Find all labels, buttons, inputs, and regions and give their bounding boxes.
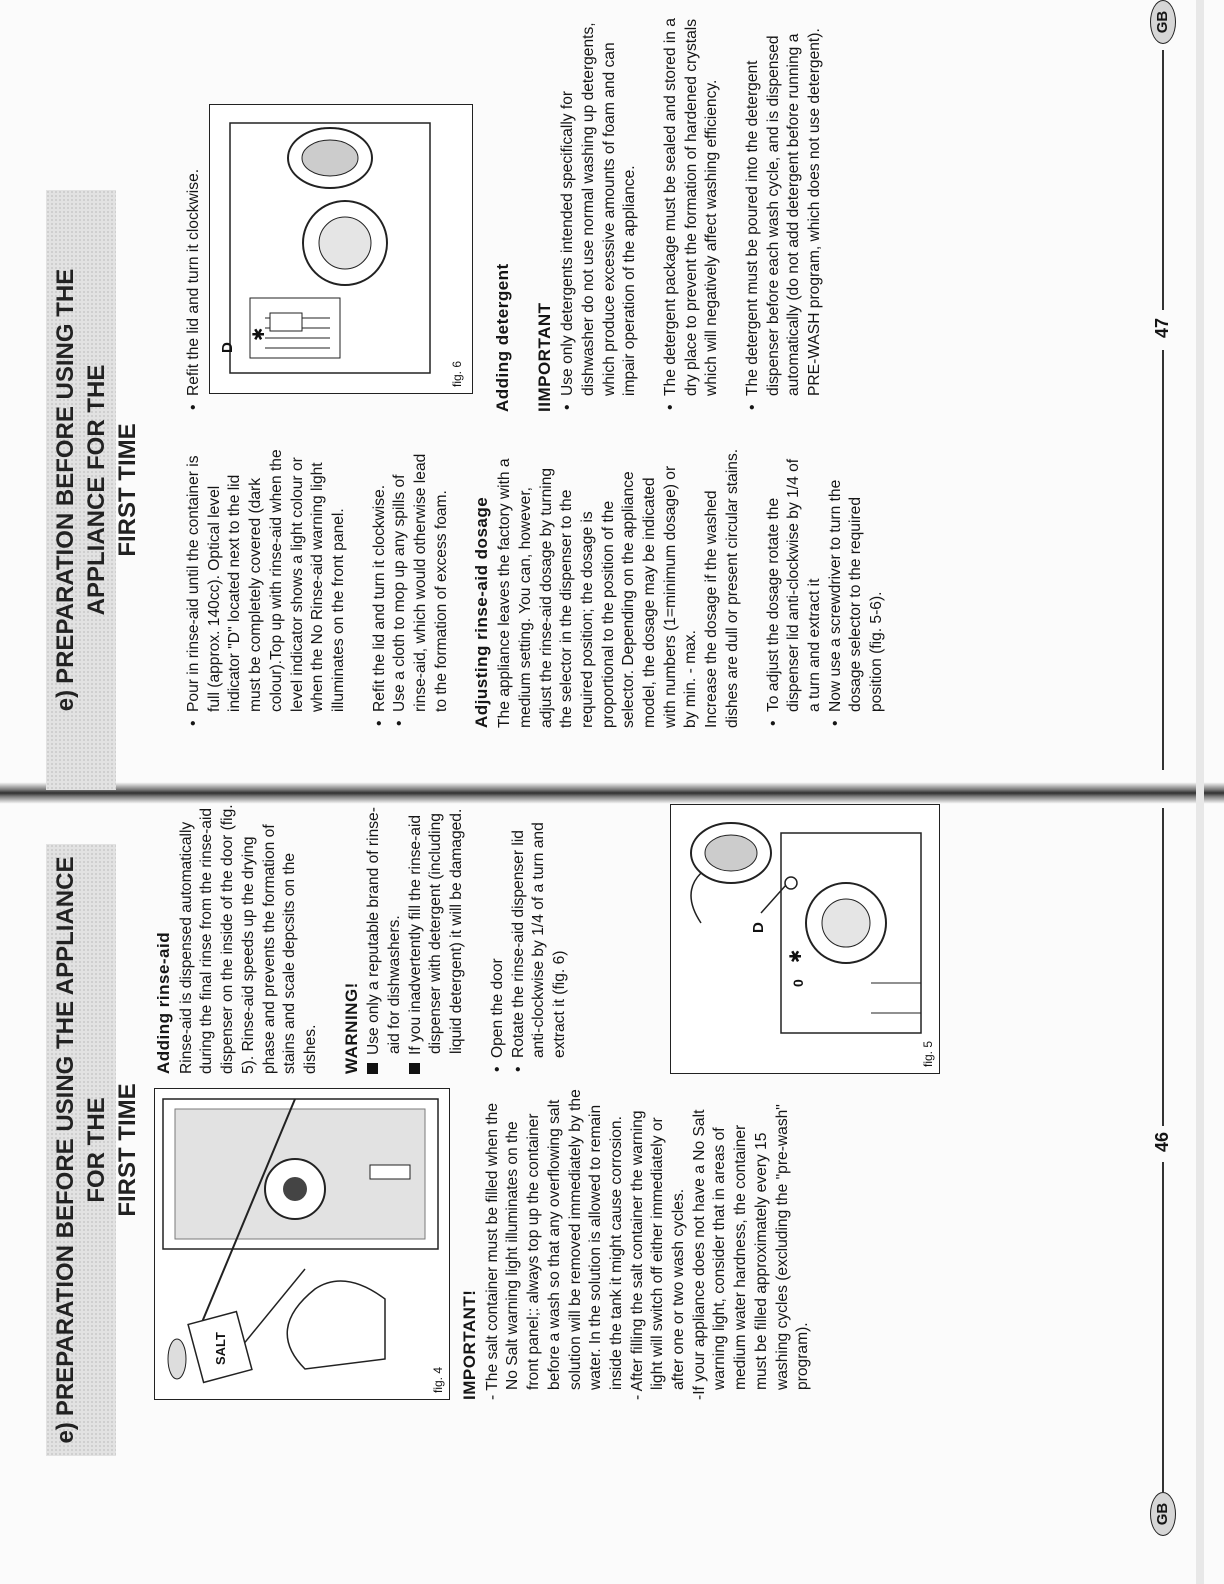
footer-rule [1162, 350, 1164, 770]
language-badge: GB [1150, 0, 1176, 44]
detergent-item: • The detergent package must be sealed and stored in a dry place to prevent the formation of hardened crystals which will negatively affect washing efficiency. [661, 12, 723, 412]
svg-text:✱: ✱ [786, 949, 805, 963]
figure-4-caption: fig. 4 [431, 1366, 445, 1393]
refit-item: • Refit the lid and turn it clockwise. [184, 12, 205, 412]
important-section [460, 1088, 814, 1400]
dosage-selector-illustration [210, 106, 471, 393]
detergent-title: Adding detergent [492, 263, 512, 412]
rinse-aid-fill-section [184, 448, 888, 728]
important-paragraph: - The salt container must be filled when the No Salt warning light illuminates on the front panel;: always top up the container before a wash so that any overflowing salt solution will be removed immediately by the water. In the solution is allowed to remain inside the tank it might cause corrosion. [483, 1089, 625, 1400]
adjust-text: The appliance leaves the factory with a medium setting. You can, however, adjust the rinse-aid dosage by turning the selector in the dispenser to the required position; the dosage is proportional to the position of the selector. Depending on the appliance model, the dosage may be indicated with numbers (1=minimum dosage) or by min. - max. [496, 458, 700, 728]
banner-label: e) [52, 689, 79, 712]
figure-5 [670, 804, 940, 1074]
left-page [0, 794, 1224, 1584]
detergent-item: • Use only detergents intended specifically for dishwasher do not use normal washing up detergents, which produce excessive amounts of foam and can impair operation of the appliance. [558, 12, 641, 412]
figure-6-caption: fig. 6 [450, 360, 464, 387]
figure-6 [209, 104, 473, 394]
pour-item: • Pour in rinse-aid until the container is full (approx. 140cc). Optical level indicator "D" located next to the lid must be completely covered (dark colour).Top up with rinse-aid when the level indicator shows a light colour or when the No Rinse-aid warning light illuminates on the front panel. [184, 448, 350, 728]
footer-rule [1162, 808, 1164, 1126]
warning-title: WARNING! [341, 982, 361, 1074]
warning-item: If you inadvertently fill the rinse-aid dispenser with detergent (including liquid detergent) it will be damaged. [406, 804, 468, 1074]
step-item: • Rotate the rinse-aid dispenser lid anti-clockwise by 1/4 of a turn and extract it (fig. 6) [509, 804, 571, 1074]
detergent-item: • The detergent must be poured into the detergent dispenser before each wash cycle, and is dispensed automatically (do not add detergent before running a PRE-WASH program, which does not use detergent). [743, 12, 826, 412]
indicator-d-label: D [750, 922, 767, 933]
banner-line2: FIRST TIME [114, 423, 141, 557]
footer-rule [1162, 1162, 1164, 1492]
rinse-aid-title: Adding rinse-aid [154, 931, 173, 1074]
rinse-aid-text: Rinse-aid is dispensed automatically during the final rinse from the rinse-aid dispenser on the inside of the door (fig. 5). Rinse-aid speeds up the drying phase and prevents the formation of stains and scale depcsits on the dishes. [177, 804, 319, 1074]
important-paragraph: - After filling the salt container the warning light will switch off either immediately or after one or two wash cycles. [628, 1110, 688, 1400]
indicator-d-label: D [218, 342, 236, 353]
section-banner [46, 844, 141, 1456]
banner-line1: PREPARATION BEFORE USING THE APPLIANCE FOR THE [52, 268, 110, 684]
rinse-aid-dispenser-illustration [671, 806, 938, 1073]
page-number: 46 [1152, 1131, 1172, 1152]
banner-line2: FIRST TIME [114, 1083, 141, 1217]
zero-label: 0 [790, 979, 806, 987]
figure-5-caption: fig. 5 [921, 1040, 935, 1067]
banner-line1: PREPARATION BEFORE USING THE APPLIANCE FOR THE [52, 856, 110, 1417]
refit-item: • Refit the lid and turn it clockwise. [370, 448, 391, 728]
warning-item: Use only a reputable brand of rinse-aid for dishwashers. [364, 804, 405, 1074]
important-title: IMPORTANT! [460, 1289, 479, 1400]
right-page [0, 0, 1224, 790]
page-number: 47 [1152, 317, 1172, 338]
rinse-aid-section [154, 804, 571, 1074]
detergent-important: IIMPORTANT [535, 302, 555, 412]
refit-item: • Use a cloth to mop up any spills of rinse-aid, which would otherwise lead to the formation of excess foam. [390, 448, 452, 728]
adjust-step: • To adjust the dosage rotate the dispenser lid anti-clockwise by 1/4 of a turn and extract it [764, 448, 826, 728]
svg-text:✱: ✱ [248, 327, 268, 341]
language-badge: GB [1150, 1492, 1176, 1536]
section-banner [46, 190, 141, 790]
banner-label: e) [52, 1422, 79, 1444]
detergent-section [184, 12, 826, 412]
footer-rule [1162, 50, 1164, 310]
salt-label: SALT [213, 1332, 228, 1365]
figure-4 [154, 1088, 450, 1400]
step-item: • Open the door [488, 804, 509, 1074]
adjust-title: Adjusting rinse-aid dosage [472, 496, 492, 728]
adjust-text: Increase the dosage if the washed dishes are dull or present circular stains. [703, 448, 741, 728]
salt-container-illustration [155, 1090, 448, 1399]
adjust-step: • Now use a screwdriver to turn the dosage selector to the required position (fig. 5-6). [826, 448, 888, 728]
important-paragraph: -If your appliance does not have a No Salt warning light, consider that in areas of medium water hardness, the container must be filled approximately every 15 washing cycles (excluding the "pre-wash" program). [690, 1104, 812, 1400]
